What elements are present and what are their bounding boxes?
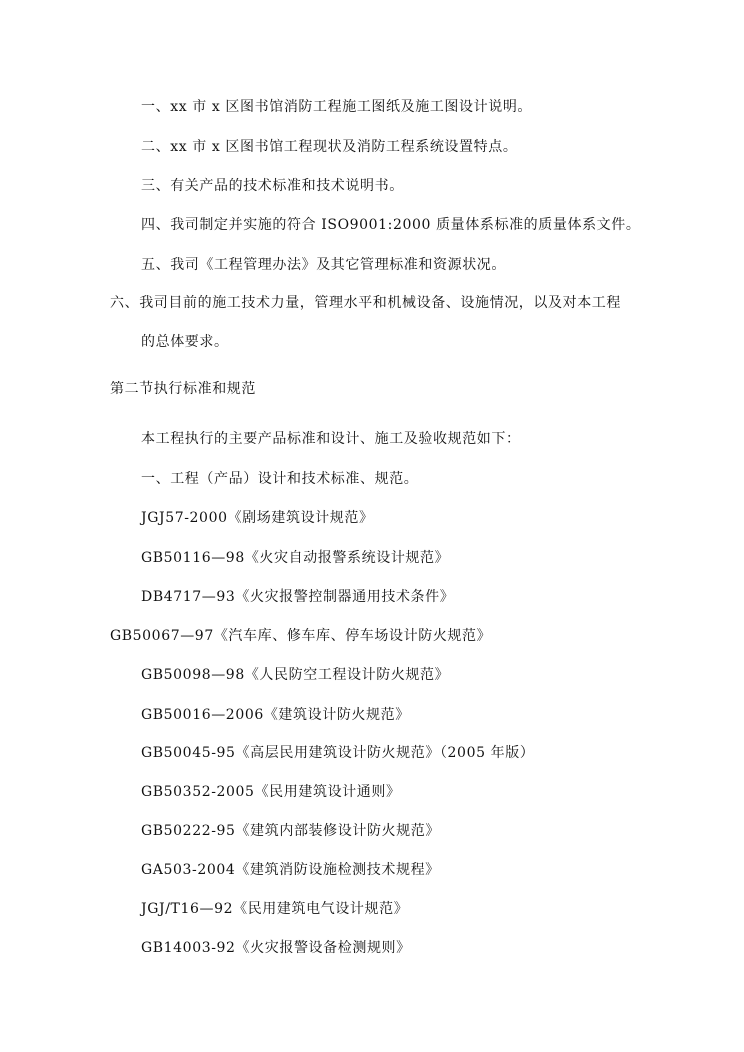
basis-item-2: 二、xx 市 x 区图书馆工程现状及消防工程系统设置特点。 [141, 139, 518, 155]
standard-item: GB50045-95《高层民用建筑设计防火规范》（2005 年版） [141, 745, 535, 761]
standard-item: DB4717—93《火灾报警控制器通用技术条件》 [141, 589, 455, 605]
basis-item-4: 四、我司制定并实施的符合 ISO9001:2000 质量体系标准的质量体系文件。 [141, 217, 641, 233]
standard-item: GB14003-92《火灾报警设备检测规则》 [141, 940, 411, 956]
basis-item-6-line1: 六、我司目前的施工技术力量，管理水平和机械设备、设施情况，以及对本工程 [110, 295, 621, 311]
basis-item-6-line2: 的总体要求。 [141, 334, 229, 350]
basis-item-5: 五、我司《工程管理办法》及其它管理标准和资源状况。 [141, 257, 506, 273]
standard-item: JGJ57-2000《剧场建筑设计规范》 [141, 510, 374, 526]
standard-item: JGJ/T16—92《民用建筑电气设计规范》 [141, 901, 409, 917]
standard-item: GB50116—98《火灾自动报警系统设计规范》 [141, 550, 450, 566]
intro-paragraph: 本工程执行的主要产品标准和设计、施工及验收规范如下： [141, 431, 521, 447]
subheading: 一、工程（产品）设计和技术标准、规范。 [141, 471, 419, 487]
basis-item-3: 三、有关产品的技术标准和技术说明书。 [141, 178, 404, 194]
basis-item-1: 一、xx 市 x 区图书馆消防工程施工图纸及施工图设计说明。 [141, 99, 533, 115]
standard-item: GB50016—2006《建筑设计防火规范》 [141, 707, 410, 723]
standard-item: GB50098—98《人民防空工程设计防火规范》 [141, 667, 450, 683]
standard-item: GB50222-95《建筑内部装修设计防火规范》 [141, 823, 440, 839]
standard-item: GA503-2004《建筑消防设施检测技术规程》 [141, 862, 440, 878]
standard-item: GB50352-2005《民用建筑设计通则》 [141, 784, 401, 800]
section-heading: 第二节执行标准和规范 [110, 381, 256, 397]
standard-item: GB50067—97《汽车库、修车库、停车场设计防火规范》 [110, 628, 492, 644]
